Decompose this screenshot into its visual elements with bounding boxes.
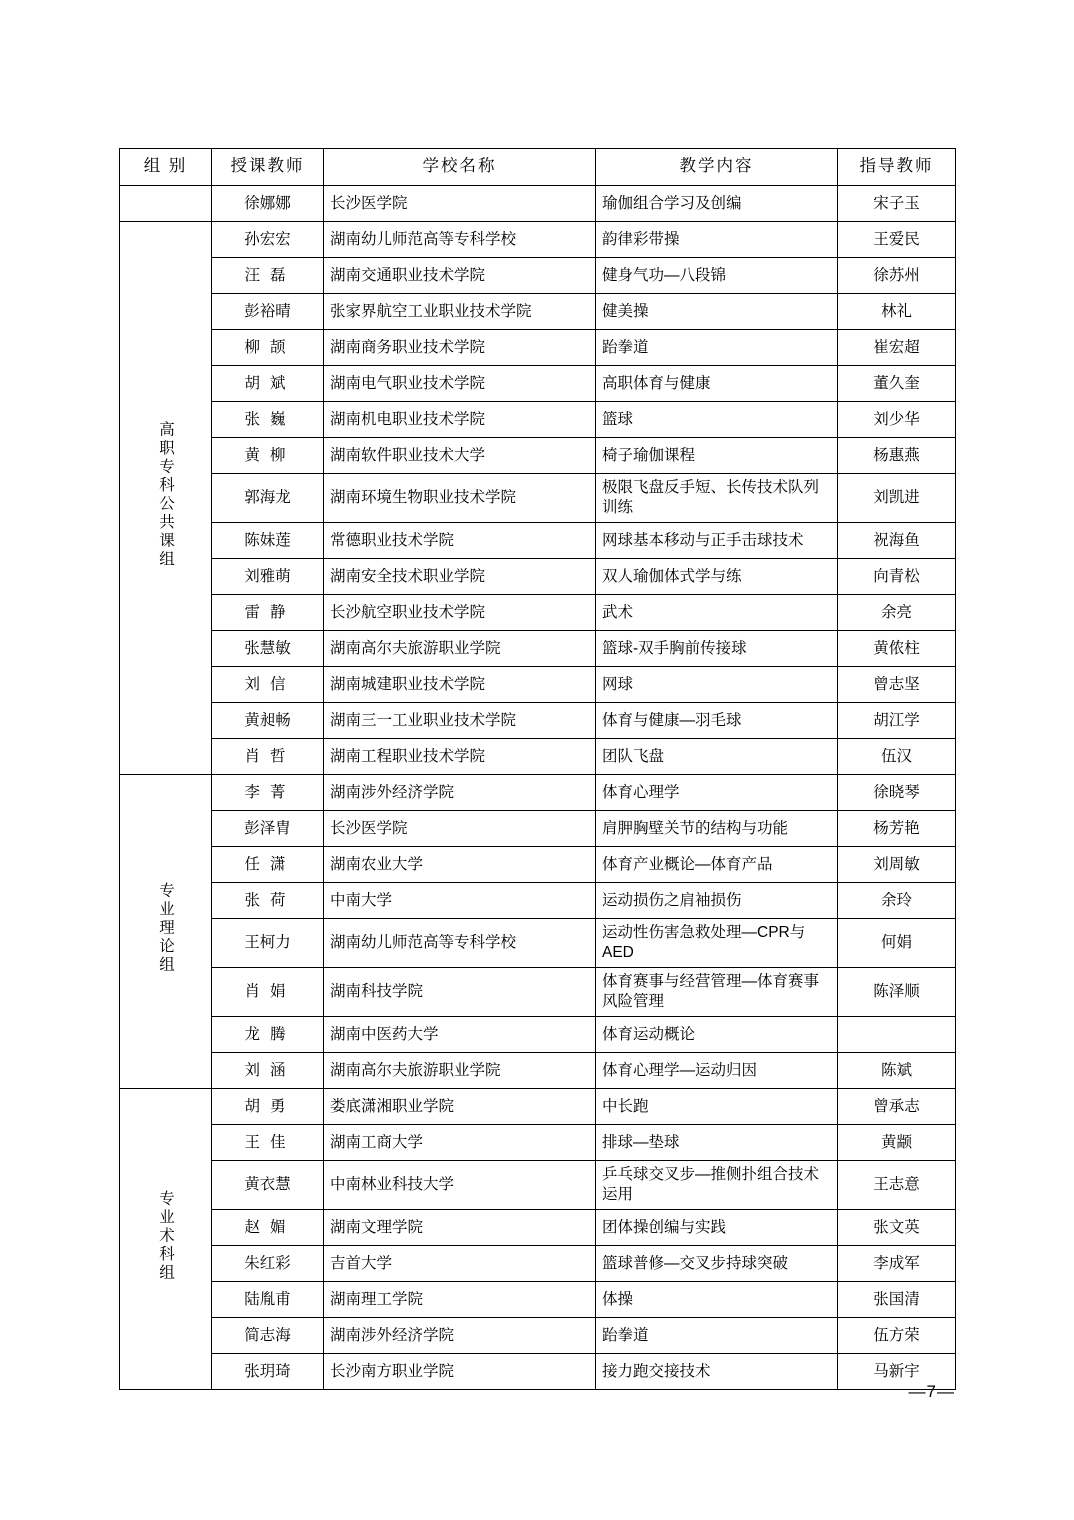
cell-content: 瑜伽组合学习及创编 — [596, 186, 838, 222]
group-label-cell — [120, 222, 212, 775]
cell-teacher: 陈妹莲 — [212, 523, 324, 559]
cell-content: 乒乓球交叉步—推侧扑组合技术运用 — [596, 1161, 838, 1210]
table-row — [120, 523, 956, 559]
cell-teacher: 黄柳 — [212, 438, 324, 474]
cell-school: 湖南理工学院 — [324, 1282, 596, 1318]
cell-content: 接力跑交接技术 — [596, 1354, 838, 1390]
group-label: 专业理论组 — [157, 882, 175, 975]
cell-adviser: 伍汉 — [838, 739, 956, 775]
cell-adviser: 刘周敏 — [838, 847, 956, 883]
cell-school: 湖南涉外经济学院 — [324, 775, 596, 811]
cell-content: 体育产业概论—体育产品 — [596, 847, 838, 883]
cell-school: 中南大学 — [324, 883, 596, 919]
cell-adviser: 何娟 — [838, 919, 956, 968]
cell-teacher: 彭泽胄 — [212, 811, 324, 847]
cell-teacher: 孙宏宏 — [212, 222, 324, 258]
cell-adviser: 曾承志 — [838, 1089, 956, 1125]
page-number: —7— — [908, 1382, 955, 1401]
cell-school: 湖南工程职业技术学院 — [324, 739, 596, 775]
table-row — [120, 330, 956, 366]
cell-content: 极限飞盘反手短、长传技术队列训练 — [596, 474, 838, 523]
cell-content: 运动性伤害急救处理—CPR与 AED — [596, 919, 838, 968]
table-row — [120, 474, 956, 523]
cell-content: 排球—垫球 — [596, 1125, 838, 1161]
group-label: 专业术科组 — [157, 1189, 175, 1283]
table-row — [120, 595, 956, 631]
cell-teacher: 任潇 — [212, 847, 324, 883]
cell-teacher: 张荷 — [212, 883, 324, 919]
cell-school: 湖南商务职业技术学院 — [324, 330, 596, 366]
cell-teacher: 刘涵 — [212, 1053, 324, 1089]
table-row — [120, 1246, 956, 1282]
cell-school: 湖南文理学院 — [324, 1210, 596, 1246]
cell-school: 湖南工商大学 — [324, 1125, 596, 1161]
table-row — [120, 775, 956, 811]
cell-adviser: 曾志坚 — [838, 667, 956, 703]
table-row — [120, 1161, 956, 1210]
column-header-adviser: 指导教师 — [838, 149, 956, 186]
column-header-school: 学校名称 — [324, 149, 596, 186]
cell-adviser: 杨芳艳 — [838, 811, 956, 847]
table-row — [120, 1017, 956, 1053]
cell-adviser: 徐苏州 — [838, 258, 956, 294]
cell-adviser: 刘少华 — [838, 402, 956, 438]
cell-adviser: 祝海鱼 — [838, 523, 956, 559]
column-header-content: 教学内容 — [596, 149, 838, 186]
table-row — [120, 811, 956, 847]
cell-teacher: 张玥琦 — [212, 1354, 324, 1390]
cell-teacher: 汪磊 — [212, 258, 324, 294]
cell-school: 湖南机电职业技术学院 — [324, 402, 596, 438]
cell-teacher: 刘信 — [212, 667, 324, 703]
cell-adviser: 王爱民 — [838, 222, 956, 258]
table-row — [120, 366, 956, 402]
table-row — [120, 1282, 956, 1318]
cell-school: 娄底潇湘职业学院 — [324, 1089, 596, 1125]
table-row — [120, 847, 956, 883]
table-row — [120, 1125, 956, 1161]
cell-school: 长沙航空职业技术学院 — [324, 595, 596, 631]
cell-school: 张家界航空工业职业技术学院 — [324, 294, 596, 330]
table-row — [120, 739, 956, 775]
cell-school: 湖南三一工业职业技术学院 — [324, 703, 596, 739]
cell-school: 长沙南方职业学院 — [324, 1354, 596, 1390]
cell-adviser: 余亮 — [838, 595, 956, 631]
cell-content: 韵律彩带操 — [596, 222, 838, 258]
cell-content: 体育心理学—运动归因 — [596, 1053, 838, 1089]
table-row — [120, 186, 956, 222]
cell-adviser: 王志意 — [838, 1161, 956, 1210]
column-header-teacher: 授课教师 — [212, 149, 324, 186]
cell-teacher: 龙腾 — [212, 1017, 324, 1053]
cell-adviser: 向青松 — [838, 559, 956, 595]
cell-teacher: 雷静 — [212, 595, 324, 631]
cell-content: 体育心理学 — [596, 775, 838, 811]
cell-content: 椅子瑜伽课程 — [596, 438, 838, 474]
table-row — [120, 919, 956, 968]
cell-adviser: 黄颛 — [838, 1125, 956, 1161]
cell-school: 湖南环境生物职业技术学院 — [324, 474, 596, 523]
table-row — [120, 883, 956, 919]
cell-content: 肩胛胸壁关节的结构与功能 — [596, 811, 838, 847]
cell-content: 团队飞盘 — [596, 739, 838, 775]
column-header-group: 组 别 — [120, 149, 212, 186]
cell-teacher: 徐娜娜 — [212, 186, 324, 222]
cell-school: 湖南农业大学 — [324, 847, 596, 883]
table-row — [120, 1318, 956, 1354]
cell-adviser: 崔宏超 — [838, 330, 956, 366]
cell-teacher: 刘雅萌 — [212, 559, 324, 595]
cell-teacher: 朱红彩 — [212, 1246, 324, 1282]
cell-adviser: 陈泽顺 — [838, 968, 956, 1017]
cell-teacher: 张慧敏 — [212, 631, 324, 667]
group-label: 高职专科公共课组 — [157, 421, 175, 570]
cell-content: 运动损伤之肩袖损伤 — [596, 883, 838, 919]
cell-content: 篮球-双手胸前传接球 — [596, 631, 838, 667]
cell-adviser: 陈斌 — [838, 1053, 956, 1089]
cell-adviser: 胡江学 — [838, 703, 956, 739]
cell-content: 网球基本移动与正手击球技术 — [596, 523, 838, 559]
cell-teacher: 王柯力 — [212, 919, 324, 968]
cell-teacher: 陆胤甫 — [212, 1282, 324, 1318]
cell-school: 长沙医学院 — [324, 811, 596, 847]
cell-school: 湖南涉外经济学院 — [324, 1318, 596, 1354]
cell-teacher: 郭海龙 — [212, 474, 324, 523]
table-row — [120, 438, 956, 474]
table-row — [120, 631, 956, 667]
cell-adviser: 余玲 — [838, 883, 956, 919]
cell-adviser — [838, 1017, 956, 1053]
group-label-cell — [120, 1089, 212, 1390]
cell-school: 湖南高尔夫旅游职业学院 — [324, 1053, 596, 1089]
cell-content: 体育运动概论 — [596, 1017, 838, 1053]
cell-teacher: 彭裕晴 — [212, 294, 324, 330]
cell-school: 湖南中医药大学 — [324, 1017, 596, 1053]
cell-content: 团体操创编与实践 — [596, 1210, 838, 1246]
table-row — [120, 1089, 956, 1125]
cell-content: 中长跑 — [596, 1089, 838, 1125]
table-header-row — [120, 149, 956, 186]
cell-content: 双人瑜伽体式学与练 — [596, 559, 838, 595]
cell-adviser: 林礼 — [838, 294, 956, 330]
cell-adviser: 马新宇 — [838, 1354, 956, 1390]
cell-adviser: 张国清 — [838, 1282, 956, 1318]
cell-adviser: 宋子玉 — [838, 186, 956, 222]
table-body — [120, 186, 956, 1390]
table-container — [119, 148, 955, 1390]
table-row — [120, 559, 956, 595]
cell-school: 中南林业科技大学 — [324, 1161, 596, 1210]
cell-adviser: 董久奎 — [838, 366, 956, 402]
cell-teacher: 柳颉 — [212, 330, 324, 366]
table-header — [120, 149, 956, 186]
cell-teacher: 李菁 — [212, 775, 324, 811]
cell-content: 体育与健康—羽毛球 — [596, 703, 838, 739]
cell-teacher: 肖哲 — [212, 739, 324, 775]
cell-adviser: 刘凯进 — [838, 474, 956, 523]
cell-content: 跆拳道 — [596, 1318, 838, 1354]
table-row — [120, 968, 956, 1017]
table-row — [120, 667, 956, 703]
cell-content: 篮球 — [596, 402, 838, 438]
cell-teacher: 黄昶畅 — [212, 703, 324, 739]
cell-school: 湖南安全技术职业学院 — [324, 559, 596, 595]
table-row — [120, 402, 956, 438]
table-row — [120, 222, 956, 258]
cell-content: 健美操 — [596, 294, 838, 330]
cell-teacher: 肖娟 — [212, 968, 324, 1017]
cell-adviser: 张文英 — [838, 1210, 956, 1246]
cell-teacher: 胡斌 — [212, 366, 324, 402]
cell-content: 网球 — [596, 667, 838, 703]
table-row — [120, 258, 956, 294]
cell-school: 常德职业技术学院 — [324, 523, 596, 559]
cell-content: 篮球普修—交叉步持球突破 — [596, 1246, 838, 1282]
cell-school: 湖南电气职业技术学院 — [324, 366, 596, 402]
cell-adviser: 黄侬柱 — [838, 631, 956, 667]
cell-content: 武术 — [596, 595, 838, 631]
course-schedule-table — [119, 148, 956, 1390]
cell-teacher: 王佳 — [212, 1125, 324, 1161]
table-row — [120, 294, 956, 330]
cell-school: 湖南交通职业技术学院 — [324, 258, 596, 294]
group-label-cell — [120, 775, 212, 1089]
cell-school: 湖南科技学院 — [324, 968, 596, 1017]
cell-adviser: 李成军 — [838, 1246, 956, 1282]
cell-school: 长沙医学院 — [324, 186, 596, 222]
cell-school: 湖南幼儿师范高等专科学校 — [324, 919, 596, 968]
cell-school: 湖南软件职业技术大学 — [324, 438, 596, 474]
table-row — [120, 703, 956, 739]
cell-school: 吉首大学 — [324, 1246, 596, 1282]
cell-content: 健身气功—八段锦 — [596, 258, 838, 294]
cell-school: 湖南幼儿师范高等专科学校 — [324, 222, 596, 258]
cell-content: 体育赛事与经营管理—体育赛事风险管理 — [596, 968, 838, 1017]
cell-teacher: 赵媚 — [212, 1210, 324, 1246]
cell-school: 湖南城建职业技术学院 — [324, 667, 596, 703]
cell-teacher: 黄衣慧 — [212, 1161, 324, 1210]
table-row — [120, 1053, 956, 1089]
cell-content: 高职体育与健康 — [596, 366, 838, 402]
cell-teacher: 胡勇 — [212, 1089, 324, 1125]
cell-adviser: 徐晓琴 — [838, 775, 956, 811]
cell-school: 湖南高尔夫旅游职业学院 — [324, 631, 596, 667]
group-label-cell — [120, 186, 212, 222]
cell-adviser: 伍方荣 — [838, 1318, 956, 1354]
cell-adviser: 杨惠燕 — [838, 438, 956, 474]
table-row — [120, 1210, 956, 1246]
cell-content: 跆拳道 — [596, 330, 838, 366]
cell-teacher: 简志海 — [212, 1318, 324, 1354]
cell-content: 体操 — [596, 1282, 838, 1318]
cell-teacher: 张巍 — [212, 402, 324, 438]
